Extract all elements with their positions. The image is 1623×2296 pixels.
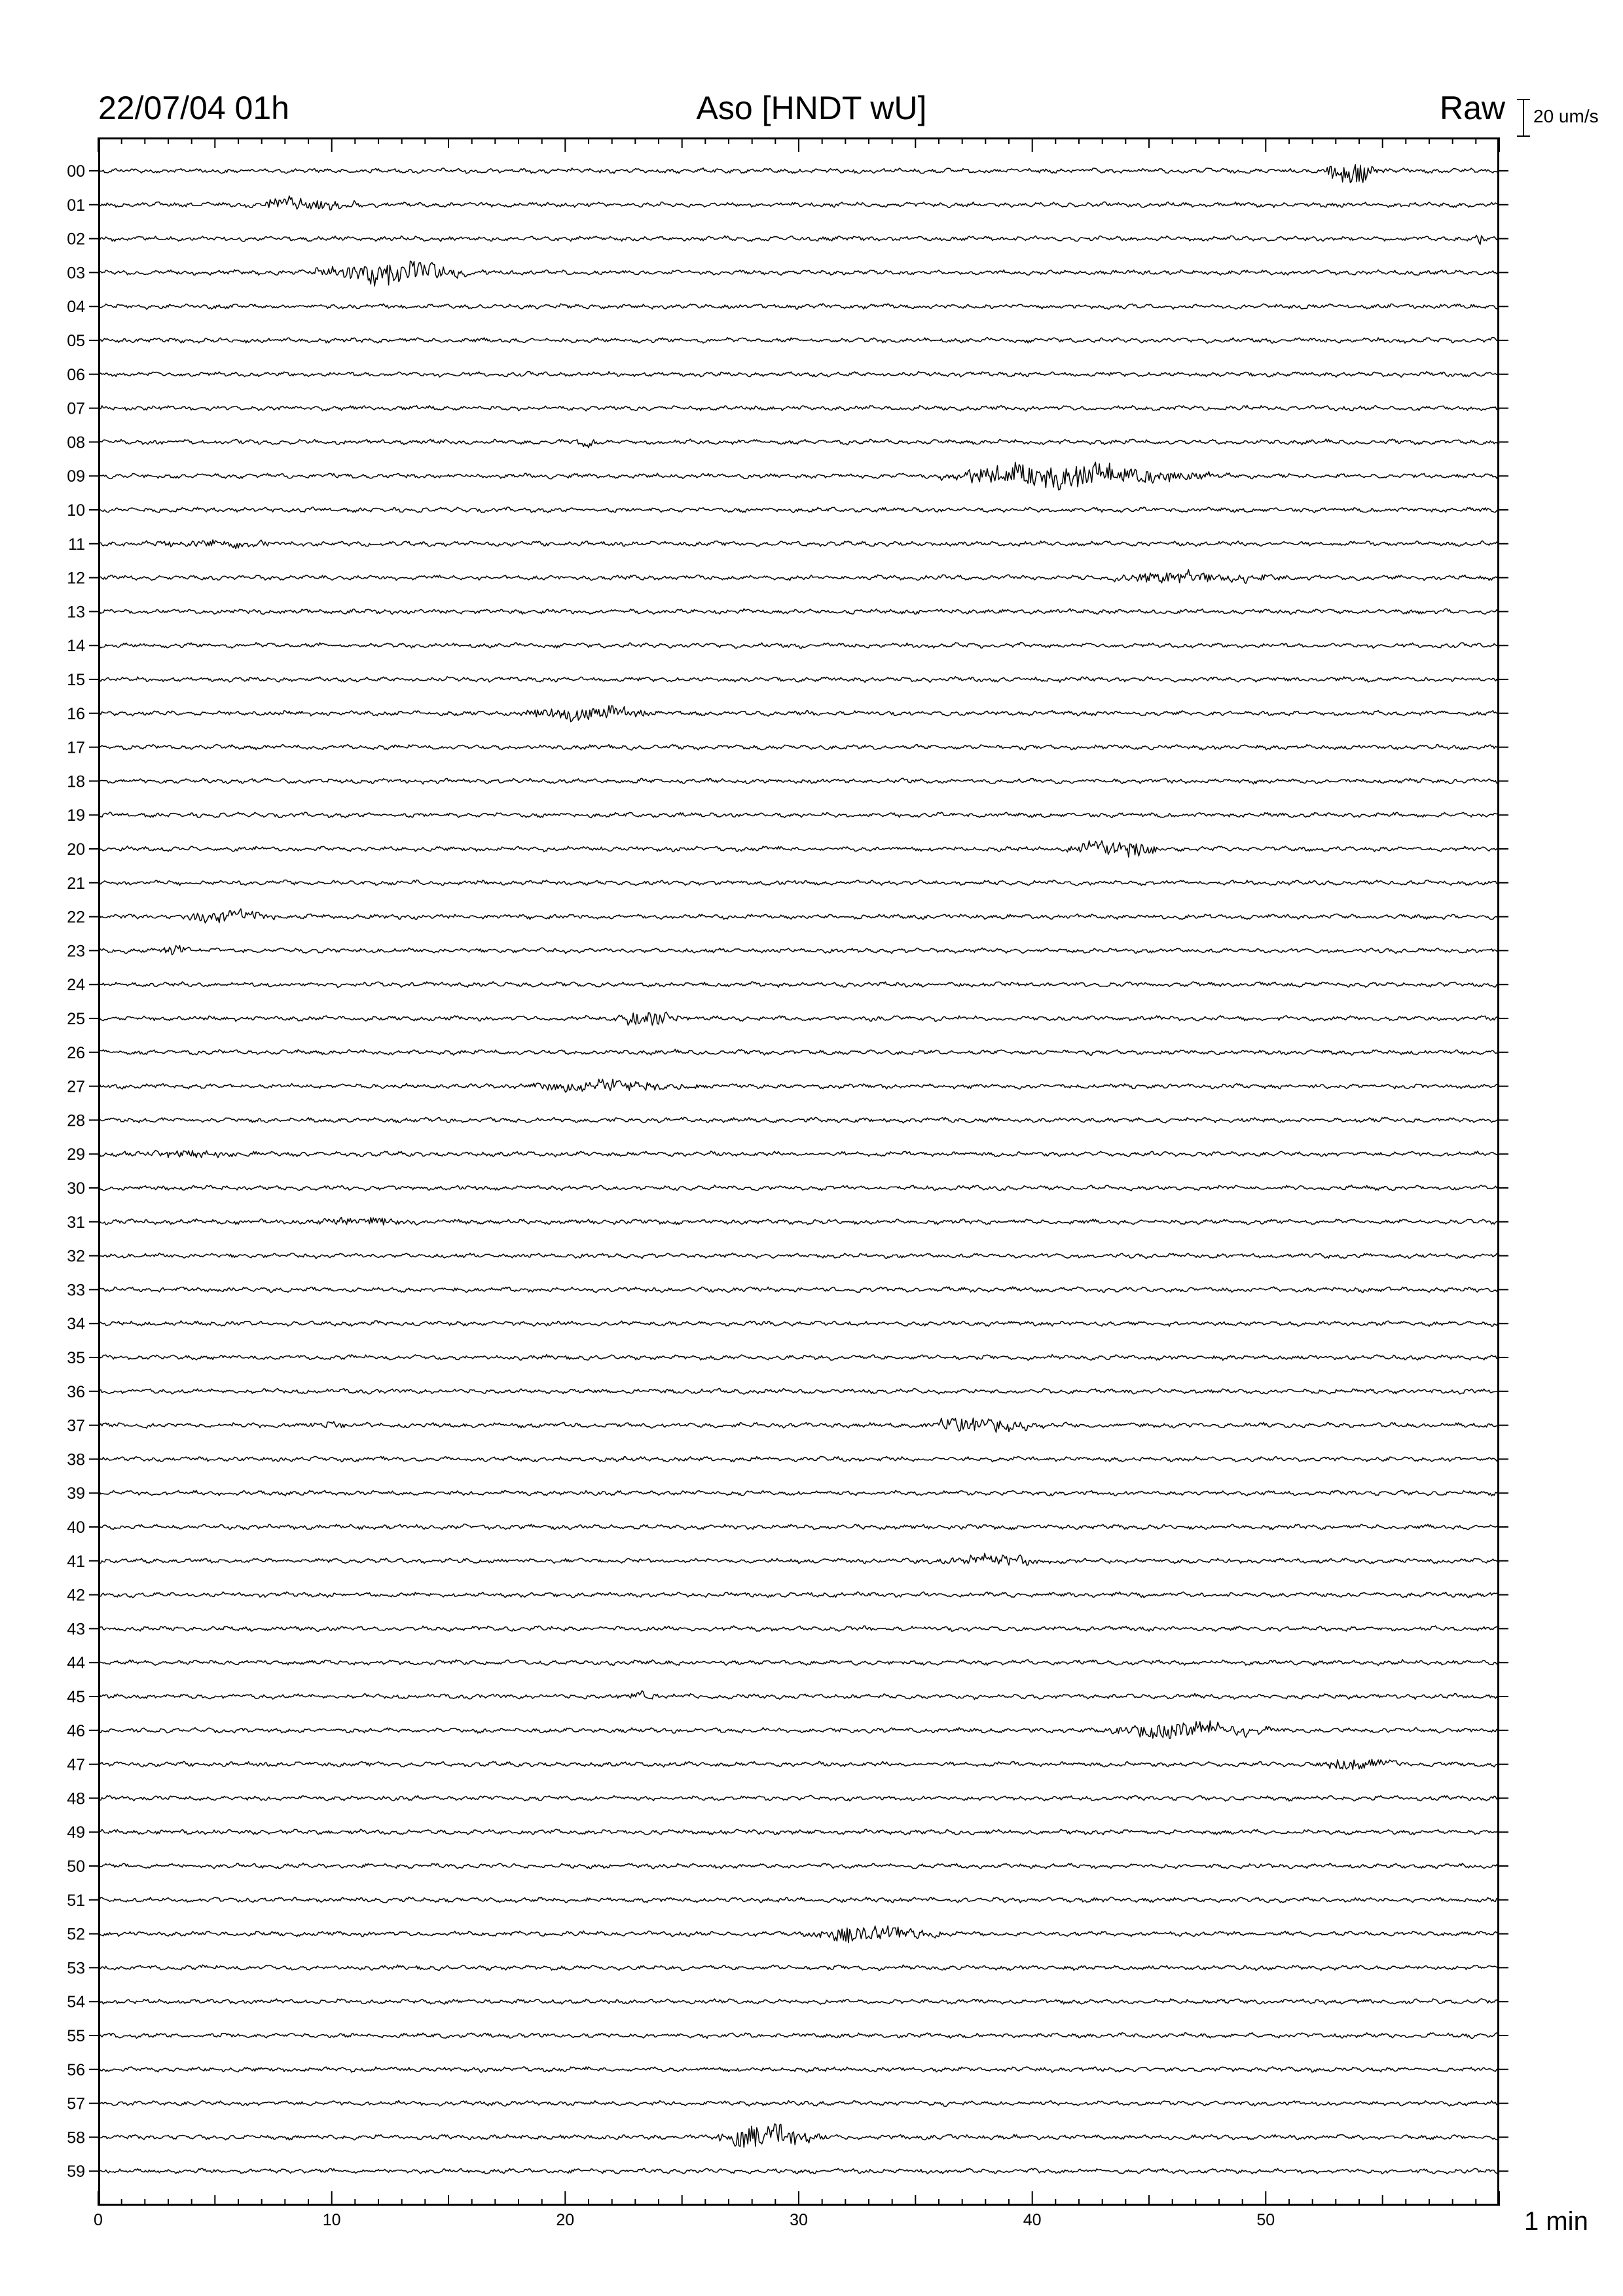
x-tick-label-30: 30 xyxy=(790,2211,808,2229)
row-label-23: 23 xyxy=(67,942,85,961)
row-label-18: 18 xyxy=(67,772,85,791)
row-label-34: 34 xyxy=(67,1315,85,1334)
row-labels xyxy=(67,162,85,2181)
row-label-48: 48 xyxy=(67,1789,85,1808)
row-label-55: 55 xyxy=(67,2027,85,2045)
row-label-01: 01 xyxy=(67,196,85,215)
row-label-19: 19 xyxy=(67,806,85,825)
row-label-09: 09 xyxy=(67,467,85,486)
row-label-26: 26 xyxy=(67,1043,85,1062)
x-axis-unit-label: 1 min xyxy=(1524,2207,1588,2236)
row-label-31: 31 xyxy=(67,1213,85,1232)
trace-row-42 xyxy=(98,1592,1499,1598)
trace-row-11 xyxy=(98,540,1499,549)
trace-row-38 xyxy=(98,1456,1499,1462)
trace-row-53 xyxy=(98,1965,1499,1971)
row-label-53: 53 xyxy=(67,1959,85,1978)
station-title: Aso [HNDT wU] xyxy=(696,90,927,126)
row-label-13: 13 xyxy=(67,603,85,622)
row-label-56: 56 xyxy=(67,2060,85,2079)
trace-row-47 xyxy=(98,1759,1499,1770)
trace-row-51 xyxy=(98,1897,1499,1903)
trace-row-04 xyxy=(98,304,1499,310)
row-label-30: 30 xyxy=(67,1179,85,1198)
trace-row-21 xyxy=(98,880,1499,886)
row-label-33: 33 xyxy=(67,1281,85,1300)
trace-row-00 xyxy=(98,165,1499,183)
row-label-24: 24 xyxy=(67,976,85,995)
trace-row-41 xyxy=(98,1553,1499,1565)
row-label-59: 59 xyxy=(67,2162,85,2181)
trace-row-31 xyxy=(98,1217,1499,1225)
row-label-40: 40 xyxy=(67,1518,85,1537)
trace-row-27 xyxy=(98,1079,1499,1092)
trace-row-39 xyxy=(98,1490,1499,1496)
row-label-20: 20 xyxy=(67,840,85,859)
row-label-29: 29 xyxy=(67,1145,85,1164)
trace-row-50 xyxy=(98,1863,1499,1869)
row-label-25: 25 xyxy=(67,1010,85,1028)
row-label-07: 07 xyxy=(67,399,85,418)
trace-row-46 xyxy=(98,1721,1499,1738)
trace-row-37 xyxy=(98,1418,1499,1433)
trace-row-40 xyxy=(98,1524,1499,1530)
row-label-04: 04 xyxy=(67,298,85,317)
trace-row-26 xyxy=(98,1049,1499,1055)
row-label-35: 35 xyxy=(67,1349,85,1367)
trace-row-30 xyxy=(98,1185,1499,1191)
trace-row-49 xyxy=(98,1829,1499,1835)
row-label-37: 37 xyxy=(67,1416,85,1435)
trace-row-24 xyxy=(98,982,1499,988)
x-tick-label-10: 10 xyxy=(322,2211,341,2229)
row-label-36: 36 xyxy=(67,1382,85,1401)
trace-row-13 xyxy=(98,609,1499,615)
trace-row-19 xyxy=(98,812,1499,818)
row-label-27: 27 xyxy=(67,1077,85,1096)
row-label-22: 22 xyxy=(67,908,85,927)
row-label-45: 45 xyxy=(67,1688,85,1706)
trace-row-45 xyxy=(98,1691,1499,1699)
trace-row-55 xyxy=(98,2033,1499,2039)
row-label-42: 42 xyxy=(67,1586,85,1605)
row-label-46: 46 xyxy=(67,1721,85,1740)
trace-row-02 xyxy=(98,235,1499,244)
trace-row-14 xyxy=(98,643,1499,649)
row-label-50: 50 xyxy=(67,1857,85,1876)
row-label-06: 06 xyxy=(67,365,85,384)
trace-row-28 xyxy=(98,1117,1499,1123)
row-label-08: 08 xyxy=(67,433,85,452)
trace-row-03 xyxy=(98,261,1499,286)
row-label-16: 16 xyxy=(67,704,85,723)
trace-row-29 xyxy=(98,1151,1499,1158)
row-label-47: 47 xyxy=(67,1755,85,1774)
row-label-39: 39 xyxy=(67,1484,85,1503)
trace-row-32 xyxy=(98,1253,1499,1259)
trace-row-36 xyxy=(98,1388,1499,1394)
trace-row-06 xyxy=(98,372,1499,378)
trace-row-48 xyxy=(98,1795,1499,1801)
row-label-44: 44 xyxy=(67,1654,85,1673)
row-label-57: 57 xyxy=(67,2094,85,2113)
x-tick-label-20: 20 xyxy=(556,2211,575,2229)
trace-row-20 xyxy=(98,841,1499,857)
trace-row-18 xyxy=(98,778,1499,784)
trace-layer xyxy=(98,165,1499,2174)
row-label-54: 54 xyxy=(67,1993,85,2012)
trace-row-43 xyxy=(98,1626,1499,1632)
row-label-49: 49 xyxy=(67,1823,85,1842)
tick-path xyxy=(89,137,1508,2206)
row-label-10: 10 xyxy=(67,501,85,520)
x-tick-labels xyxy=(94,2211,1275,2229)
row-label-00: 00 xyxy=(67,162,85,181)
trace-row-35 xyxy=(98,1355,1499,1361)
row-label-02: 02 xyxy=(67,230,85,249)
row-label-14: 14 xyxy=(67,637,85,656)
trace-row-34 xyxy=(98,1321,1499,1327)
trace-row-59 xyxy=(98,2168,1499,2174)
row-label-03: 03 xyxy=(67,264,85,283)
trace-row-15 xyxy=(98,677,1499,683)
x-tick-label-0: 0 xyxy=(94,2211,103,2229)
trace-row-56 xyxy=(98,2067,1499,2072)
trace-row-07 xyxy=(98,405,1499,411)
row-label-32: 32 xyxy=(67,1247,85,1266)
row-label-17: 17 xyxy=(67,738,85,757)
x-tick-label-40: 40 xyxy=(1023,2211,1042,2229)
trace-row-01 xyxy=(98,196,1499,210)
row-label-58: 58 xyxy=(67,2128,85,2147)
row-label-43: 43 xyxy=(67,1620,85,1639)
row-label-12: 12 xyxy=(67,569,85,588)
row-label-15: 15 xyxy=(67,671,85,689)
row-label-51: 51 xyxy=(67,1891,85,1910)
trace-row-05 xyxy=(98,338,1499,344)
trace-row-57 xyxy=(98,2100,1499,2106)
row-label-21: 21 xyxy=(67,874,85,893)
amplitude-scale-bar xyxy=(1517,99,1530,136)
trace-row-25 xyxy=(98,1012,1499,1025)
row-label-41: 41 xyxy=(67,1552,85,1571)
trace-row-52 xyxy=(98,1926,1499,1943)
trace-row-58 xyxy=(98,2124,1499,2147)
trace-row-12 xyxy=(98,569,1499,584)
trace-row-44 xyxy=(98,1660,1499,1666)
trace-row-08 xyxy=(98,439,1499,448)
trace-row-23 xyxy=(98,946,1499,955)
x-tick-label-50: 50 xyxy=(1256,2211,1275,2229)
mode-label: Raw xyxy=(1439,90,1505,126)
row-label-11: 11 xyxy=(68,535,85,554)
row-label-38: 38 xyxy=(67,1450,85,1469)
row-label-52: 52 xyxy=(67,1925,85,1944)
trace-row-10 xyxy=(98,507,1499,513)
trace-row-22 xyxy=(98,909,1499,924)
trace-row-33 xyxy=(98,1287,1499,1293)
amplitude-scale-label: 20 um/s xyxy=(1533,106,1599,126)
trace-row-17 xyxy=(98,744,1499,750)
tick-marks xyxy=(89,137,1508,2206)
date-hour-label: 22/07/04 01h xyxy=(98,90,289,126)
row-label-05: 05 xyxy=(67,332,85,350)
trace-row-54 xyxy=(98,1999,1499,2005)
trace-row-09 xyxy=(98,462,1499,490)
row-label-28: 28 xyxy=(67,1111,85,1130)
trace-row-16 xyxy=(98,706,1499,722)
